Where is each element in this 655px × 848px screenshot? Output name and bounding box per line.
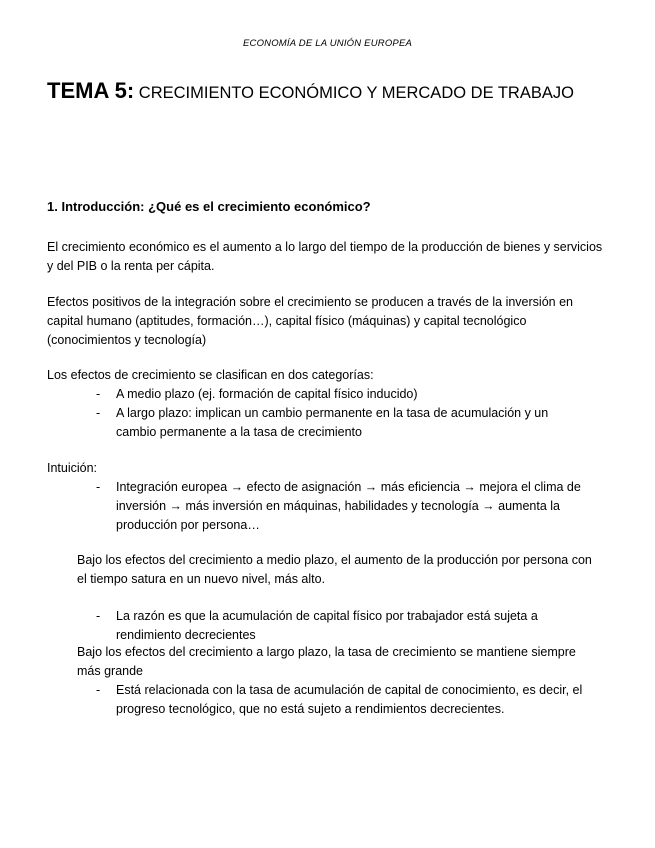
- paragraph-medio-plazo: Bajo los efectos del crecimiento a medio plazo, el aumento de la producción por persona con el tiempo satura en un nuevo nivel, más alto.: [77, 553, 592, 586]
- paragraph-categories: Los efectos de crecimiento se clasifican en dos categorías:: [47, 368, 374, 382]
- list-item-text: A medio plazo (ej. formación de capital físico inducido): [116, 387, 418, 401]
- list-item-integracion: [96, 478, 586, 535]
- list-item-text: A largo plazo: implican un cambio permanente en la tasa de acumulación y un cambio permanente a la tasa de crecimiento: [116, 406, 549, 439]
- page-title: [47, 78, 607, 106]
- bullet-dash: -: [96, 480, 101, 494]
- title-text: CRECIMIENTO ECONÓMICO Y MERCADO DE TRABAJO: [138, 84, 574, 102]
- list-item-text: Está relacionada con la tasa de acumulación de capital de conocimiento, es decir, el progreso tecnológico, que no está sujeto a rendimientos decrecientes.: [116, 683, 583, 716]
- bullet-dash: -: [96, 683, 101, 697]
- document-header: ECONOMÍA DE LA UNIÓN EUROPEA: [242, 38, 413, 49]
- list-item-razon: [96, 607, 586, 645]
- paragraph-definition: El crecimiento económico es el aumento a lo largo del tiempo de la producción de bienes y servicios y del PIB o la renta per cápita.: [47, 240, 603, 273]
- list-item-medio-plazo: [96, 385, 586, 404]
- list-item-text: La razón es que la acumulación de capital físico por trabajador está sujeta a rendimiento decrecientes: [116, 609, 538, 642]
- bullet-dash: -: [96, 406, 101, 420]
- section-heading: 1. Introducción: ¿Qué es el crecimiento económico?: [47, 199, 371, 214]
- paragraph-intuicion: Intuición:: [47, 461, 98, 475]
- paragraph-positive-effects: Efectos positivos de la integración sobre el crecimiento se producen a través de la inversión en capital humano (aptitudes, formación…), capital físico (máquinas) y capital tecnológico (conocimientos y tecnología): [47, 295, 573, 347]
- bullet-dash: -: [96, 609, 101, 623]
- list-item-text: Integración europea → efecto de asignación → más eficiencia → mejora el clima de inversión → más inversión en máquinas, habilidades y tecnología → aumenta la producción por persona…: [116, 480, 581, 532]
- paragraph-largo-plazo: Bajo los efectos del crecimiento a largo plazo, la tasa de crecimiento se mantiene siempre más grande: [77, 645, 576, 678]
- title-prefix: TEMA 5:: [47, 78, 135, 103]
- list-item-largo-plazo: [96, 404, 586, 442]
- list-item-progreso: [96, 681, 586, 719]
- bullet-dash: -: [96, 387, 101, 401]
